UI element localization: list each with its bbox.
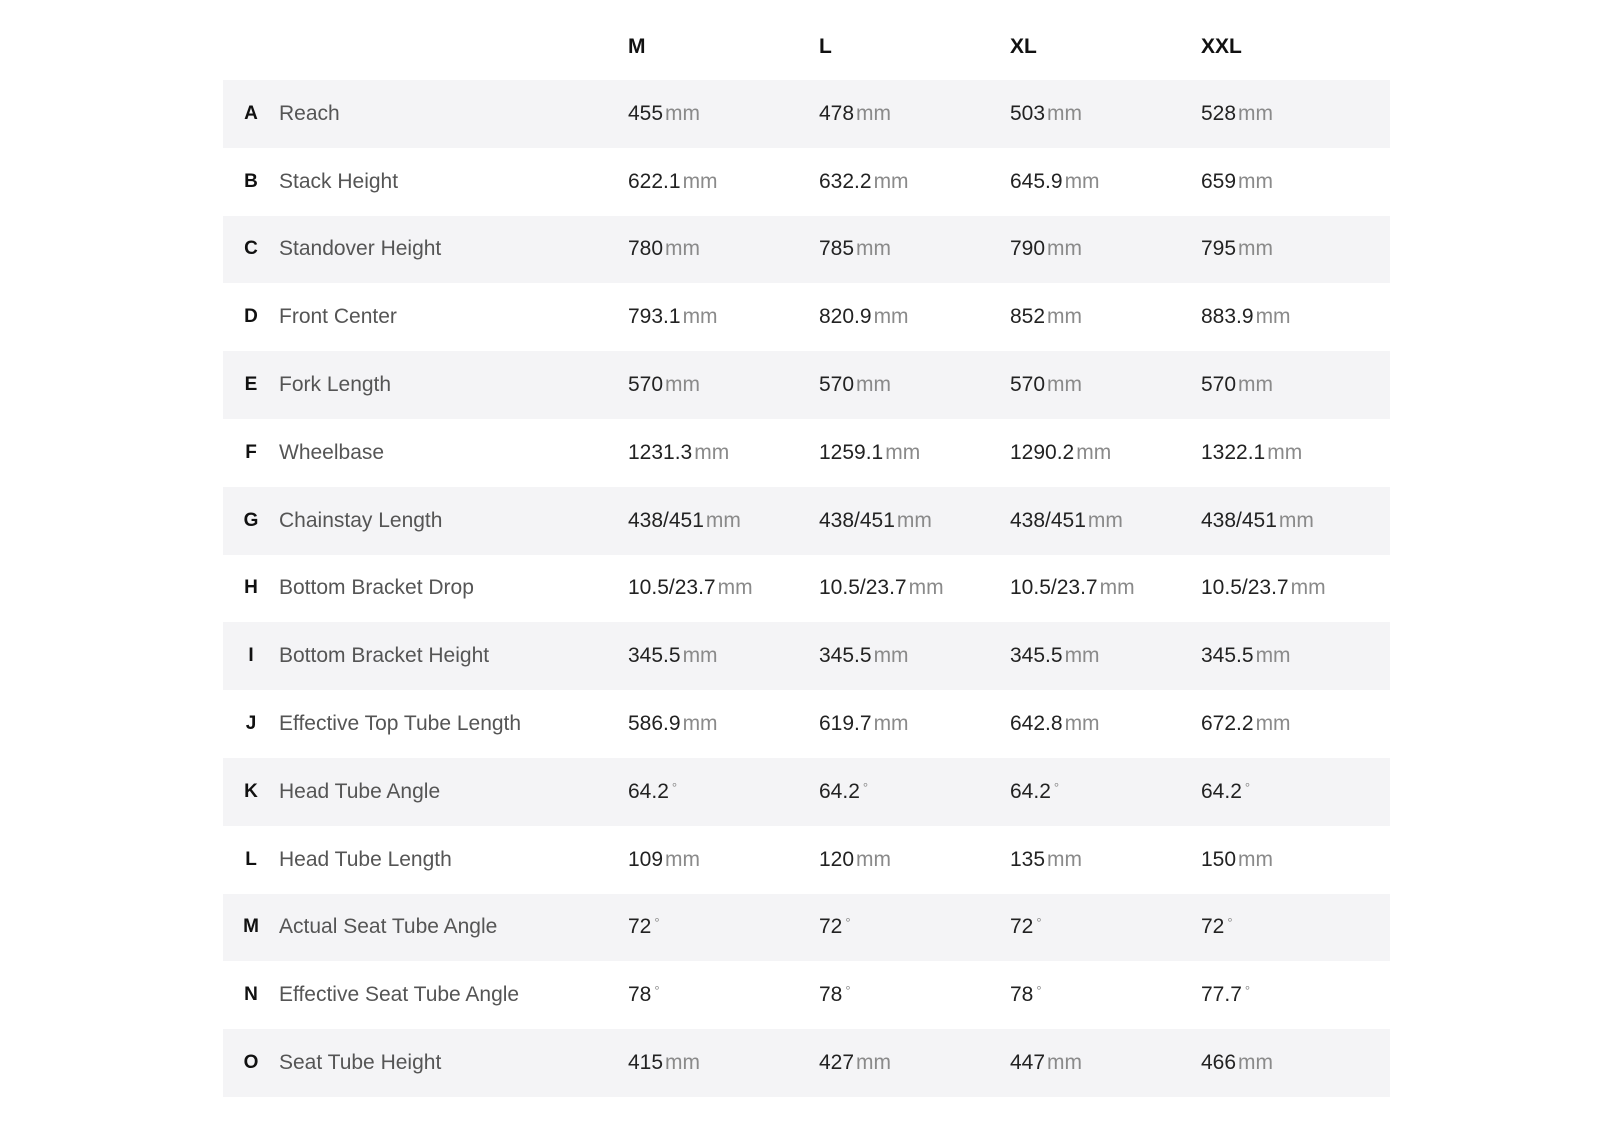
value-unit: mm bbox=[873, 644, 909, 668]
value-number: 883.9 bbox=[1201, 305, 1254, 329]
value-unit: mm bbox=[1278, 508, 1314, 532]
row-letter: D bbox=[244, 306, 258, 328]
value-number: 427 bbox=[819, 1051, 855, 1075]
value-unit: mm bbox=[665, 1051, 701, 1075]
value-cell bbox=[1201, 644, 1392, 668]
value-unit: mm bbox=[1064, 644, 1100, 668]
value-number: 345.5 bbox=[819, 644, 872, 668]
size-header-xl: XL bbox=[1010, 35, 1037, 58]
value-cell bbox=[1201, 373, 1392, 397]
row-letter: M bbox=[243, 916, 259, 938]
value-number: 570 bbox=[1201, 373, 1237, 397]
value-cell bbox=[628, 780, 819, 804]
row-letter: N bbox=[244, 984, 258, 1006]
value-cell bbox=[819, 102, 1010, 126]
value-unit: ° bbox=[1244, 779, 1251, 795]
table-row bbox=[223, 1029, 1390, 1097]
value-cell bbox=[819, 712, 1010, 736]
row-label: Standover Height bbox=[279, 237, 442, 261]
value-unit: mm bbox=[856, 847, 892, 871]
value-cell bbox=[628, 237, 819, 261]
value-number: 109 bbox=[628, 847, 664, 871]
value-unit: mm bbox=[682, 305, 718, 329]
value-unit: mm bbox=[1064, 169, 1100, 193]
row-letter: H bbox=[244, 577, 258, 599]
value-unit: mm bbox=[665, 101, 701, 125]
value-number: 438/451 bbox=[819, 508, 895, 532]
value-number: 78 bbox=[819, 983, 843, 1007]
value-number: 345.5 bbox=[628, 644, 681, 668]
value-unit: mm bbox=[1238, 1051, 1274, 1075]
value-unit: mm bbox=[1238, 237, 1274, 261]
value-cell bbox=[628, 170, 819, 194]
value-cell bbox=[628, 441, 819, 465]
table-row bbox=[223, 894, 1390, 962]
value-cell bbox=[1010, 712, 1201, 736]
value-number: 570 bbox=[1010, 373, 1046, 397]
value-number: 570 bbox=[628, 373, 664, 397]
value-unit: mm bbox=[856, 101, 892, 125]
size-header-xxl: XXL bbox=[1201, 35, 1242, 58]
value-unit: ° bbox=[1036, 983, 1042, 999]
value-number: 10.5/23.7 bbox=[1010, 576, 1098, 600]
value-cell bbox=[628, 373, 819, 397]
value-cell bbox=[1010, 780, 1201, 804]
value-number: 659 bbox=[1201, 169, 1237, 193]
value-unit: ° bbox=[1036, 915, 1042, 931]
table-row bbox=[223, 487, 1390, 555]
value-cell bbox=[1201, 780, 1392, 804]
value-cell bbox=[1201, 305, 1392, 329]
row-letter: J bbox=[245, 713, 257, 735]
value-cell bbox=[1201, 712, 1392, 736]
value-number: 415 bbox=[628, 1051, 664, 1075]
value-number: 645.9 bbox=[1010, 169, 1063, 193]
value-number: 72 bbox=[819, 915, 843, 939]
value-number: 120 bbox=[819, 847, 855, 871]
value-unit: mm bbox=[1267, 440, 1303, 464]
table-row bbox=[223, 826, 1390, 894]
value-number: 345.5 bbox=[1010, 644, 1063, 668]
value-number: 455 bbox=[628, 101, 664, 125]
value-cell bbox=[1201, 237, 1392, 261]
value-unit: mm bbox=[1238, 169, 1274, 193]
value-cell bbox=[628, 644, 819, 668]
value-cell bbox=[1201, 170, 1392, 194]
value-unit: mm bbox=[1255, 712, 1291, 736]
value-cell bbox=[1010, 102, 1201, 126]
value-unit: mm bbox=[1047, 373, 1083, 397]
value-cell bbox=[1010, 1051, 1201, 1075]
row-letter: B bbox=[244, 170, 258, 192]
value-unit: mm bbox=[1047, 847, 1083, 871]
value-cell bbox=[1010, 915, 1201, 939]
value-cell bbox=[819, 983, 1010, 1007]
table-row bbox=[223, 148, 1390, 216]
value-cell bbox=[819, 237, 1010, 261]
value-unit: mm bbox=[885, 440, 921, 464]
value-number: 78 bbox=[1010, 983, 1034, 1007]
value-number: 619.7 bbox=[819, 712, 872, 736]
value-number: 672.2 bbox=[1201, 712, 1254, 736]
value-number: 64.2 bbox=[628, 779, 669, 803]
value-number: 345.5 bbox=[1201, 644, 1254, 668]
value-unit: ° bbox=[1053, 779, 1060, 795]
value-cell bbox=[1010, 848, 1201, 872]
value-cell bbox=[1010, 373, 1201, 397]
value-number: 10.5/23.7 bbox=[1201, 576, 1289, 600]
size-header-row bbox=[223, 0, 1390, 80]
value-number: 852 bbox=[1010, 305, 1046, 329]
row-letter: A bbox=[244, 102, 258, 124]
value-cell bbox=[628, 102, 819, 126]
value-unit: mm bbox=[694, 440, 730, 464]
value-cell bbox=[1201, 1051, 1392, 1075]
value-unit: mm bbox=[717, 576, 753, 600]
value-unit: mm bbox=[1255, 305, 1291, 329]
value-number: 1259.1 bbox=[819, 440, 884, 464]
table-row bbox=[223, 758, 1390, 826]
table-row bbox=[223, 961, 1390, 1029]
table-row bbox=[223, 419, 1390, 487]
row-label: Chainstay Length bbox=[279, 508, 443, 532]
row-label: Bottom Bracket Height bbox=[279, 644, 490, 668]
value-unit: ° bbox=[862, 779, 869, 795]
value-number: 785 bbox=[819, 237, 855, 261]
row-letter: K bbox=[244, 780, 258, 802]
value-cell bbox=[1010, 644, 1201, 668]
row-letter: G bbox=[243, 509, 259, 531]
row-letter: O bbox=[243, 1052, 259, 1074]
value-cell bbox=[819, 1051, 1010, 1075]
value-cell bbox=[1201, 915, 1392, 939]
value-unit: mm bbox=[705, 508, 741, 532]
row-label: Fork Length bbox=[279, 373, 392, 397]
row-letter: I bbox=[248, 645, 254, 667]
table-row bbox=[223, 283, 1390, 351]
value-cell bbox=[819, 848, 1010, 872]
value-number: 528 bbox=[1201, 101, 1237, 125]
value-number: 77.7 bbox=[1201, 983, 1242, 1007]
value-number: 622.1 bbox=[628, 169, 681, 193]
value-number: 438/451 bbox=[1010, 508, 1086, 532]
value-cell bbox=[819, 644, 1010, 668]
row-letter: F bbox=[245, 441, 257, 463]
value-unit: ° bbox=[1244, 983, 1251, 999]
value-cell bbox=[819, 305, 1010, 329]
value-unit: mm bbox=[1076, 440, 1112, 464]
value-unit: mm bbox=[665, 847, 701, 871]
geometry-rows bbox=[223, 80, 1390, 1097]
value-cell bbox=[628, 509, 819, 533]
row-label: Seat Tube Height bbox=[279, 1051, 442, 1075]
value-number: 503 bbox=[1010, 101, 1046, 125]
value-unit: mm bbox=[856, 237, 892, 261]
value-unit: mm bbox=[873, 169, 909, 193]
value-cell bbox=[1010, 237, 1201, 261]
value-cell bbox=[628, 576, 819, 600]
value-unit: ° bbox=[1227, 915, 1233, 931]
value-cell bbox=[1201, 983, 1392, 1007]
value-cell bbox=[819, 509, 1010, 533]
value-cell bbox=[819, 915, 1010, 939]
value-unit: mm bbox=[1087, 508, 1123, 532]
value-unit: mm bbox=[1064, 712, 1100, 736]
value-cell bbox=[628, 1051, 819, 1075]
value-cell bbox=[1201, 509, 1392, 533]
row-label: Head Tube Length bbox=[279, 847, 452, 871]
value-number: 150 bbox=[1201, 847, 1237, 871]
value-number: 1322.1 bbox=[1201, 440, 1266, 464]
value-unit: mm bbox=[1238, 373, 1274, 397]
value-unit: mm bbox=[665, 237, 701, 261]
table-row bbox=[223, 622, 1390, 690]
table-row bbox=[223, 351, 1390, 419]
value-cell bbox=[628, 848, 819, 872]
value-cell bbox=[1010, 576, 1201, 600]
row-letter: E bbox=[244, 374, 258, 396]
row-label: Stack Height bbox=[279, 169, 399, 193]
value-cell bbox=[1201, 848, 1392, 872]
value-unit: mm bbox=[856, 1051, 892, 1075]
value-unit: ° bbox=[845, 915, 851, 931]
row-label: Actual Seat Tube Angle bbox=[279, 915, 498, 939]
value-cell bbox=[628, 915, 819, 939]
row-label: Front Center bbox=[279, 305, 397, 329]
value-cell bbox=[819, 441, 1010, 465]
value-number: 795 bbox=[1201, 237, 1237, 261]
value-number: 72 bbox=[1201, 915, 1225, 939]
value-cell bbox=[1010, 509, 1201, 533]
value-unit: mm bbox=[1047, 305, 1083, 329]
geometry-table bbox=[223, 0, 1390, 1097]
value-unit: mm bbox=[908, 576, 944, 600]
value-cell bbox=[628, 983, 819, 1007]
value-number: 820.9 bbox=[819, 305, 872, 329]
value-number: 632.2 bbox=[819, 169, 872, 193]
table-row bbox=[223, 216, 1390, 284]
value-cell bbox=[1201, 441, 1392, 465]
value-cell bbox=[1201, 102, 1392, 126]
value-cell bbox=[819, 780, 1010, 804]
value-unit: ° bbox=[654, 915, 660, 931]
value-number: 793.1 bbox=[628, 305, 681, 329]
value-unit: mm bbox=[873, 305, 909, 329]
value-unit: mm bbox=[856, 373, 892, 397]
row-label: Head Tube Angle bbox=[279, 779, 441, 803]
value-number: 780 bbox=[628, 237, 664, 261]
value-number: 466 bbox=[1201, 1051, 1237, 1075]
value-unit: mm bbox=[873, 712, 909, 736]
value-number: 642.8 bbox=[1010, 712, 1063, 736]
value-cell bbox=[1010, 170, 1201, 194]
table-row bbox=[223, 690, 1390, 758]
row-label: Wheelbase bbox=[279, 440, 385, 464]
value-unit: mm bbox=[1255, 644, 1291, 668]
value-number: 1231.3 bbox=[628, 440, 693, 464]
value-number: 10.5/23.7 bbox=[819, 576, 907, 600]
value-number: 438/451 bbox=[1201, 508, 1277, 532]
value-unit: mm bbox=[1290, 576, 1326, 600]
table-row bbox=[223, 80, 1390, 148]
value-cell bbox=[628, 305, 819, 329]
value-number: 72 bbox=[628, 915, 652, 939]
value-number: 478 bbox=[819, 101, 855, 125]
value-cell bbox=[819, 170, 1010, 194]
row-label: Effective Seat Tube Angle bbox=[279, 983, 520, 1007]
value-number: 790 bbox=[1010, 237, 1046, 261]
value-number: 1290.2 bbox=[1010, 440, 1075, 464]
value-unit: mm bbox=[682, 712, 718, 736]
row-label: Reach bbox=[279, 101, 340, 125]
value-number: 586.9 bbox=[628, 712, 681, 736]
value-number: 64.2 bbox=[1010, 779, 1051, 803]
value-unit: mm bbox=[1047, 1051, 1083, 1075]
value-number: 78 bbox=[628, 983, 652, 1007]
value-number: 135 bbox=[1010, 847, 1046, 871]
value-number: 64.2 bbox=[819, 779, 860, 803]
size-header-l: L bbox=[819, 35, 832, 58]
value-unit: mm bbox=[1047, 237, 1083, 261]
value-number: 72 bbox=[1010, 915, 1034, 939]
row-letter: C bbox=[244, 238, 258, 260]
value-unit: mm bbox=[1047, 101, 1083, 125]
value-unit: ° bbox=[845, 983, 851, 999]
value-unit: mm bbox=[682, 644, 718, 668]
value-unit: ° bbox=[654, 983, 660, 999]
value-cell bbox=[1010, 983, 1201, 1007]
value-unit: mm bbox=[1099, 576, 1135, 600]
value-cell bbox=[628, 712, 819, 736]
table-row bbox=[223, 555, 1390, 623]
value-number: 10.5/23.7 bbox=[628, 576, 716, 600]
value-cell bbox=[1201, 576, 1392, 600]
row-label: Bottom Bracket Drop bbox=[279, 576, 474, 600]
value-unit: mm bbox=[1238, 101, 1274, 125]
value-unit: mm bbox=[1238, 847, 1274, 871]
value-number: 64.2 bbox=[1201, 779, 1242, 803]
value-cell bbox=[1010, 305, 1201, 329]
value-number: 570 bbox=[819, 373, 855, 397]
value-unit: mm bbox=[682, 169, 718, 193]
value-cell bbox=[1010, 441, 1201, 465]
value-cell bbox=[819, 576, 1010, 600]
value-cell bbox=[819, 373, 1010, 397]
row-letter: L bbox=[245, 848, 257, 870]
value-number: 447 bbox=[1010, 1051, 1046, 1075]
value-unit: mm bbox=[665, 373, 701, 397]
size-header-m: M bbox=[628, 35, 646, 58]
row-label: Effective Top Tube Length bbox=[279, 712, 522, 736]
value-unit: ° bbox=[671, 779, 678, 795]
value-unit: mm bbox=[896, 508, 932, 532]
value-number: 438/451 bbox=[628, 508, 704, 532]
